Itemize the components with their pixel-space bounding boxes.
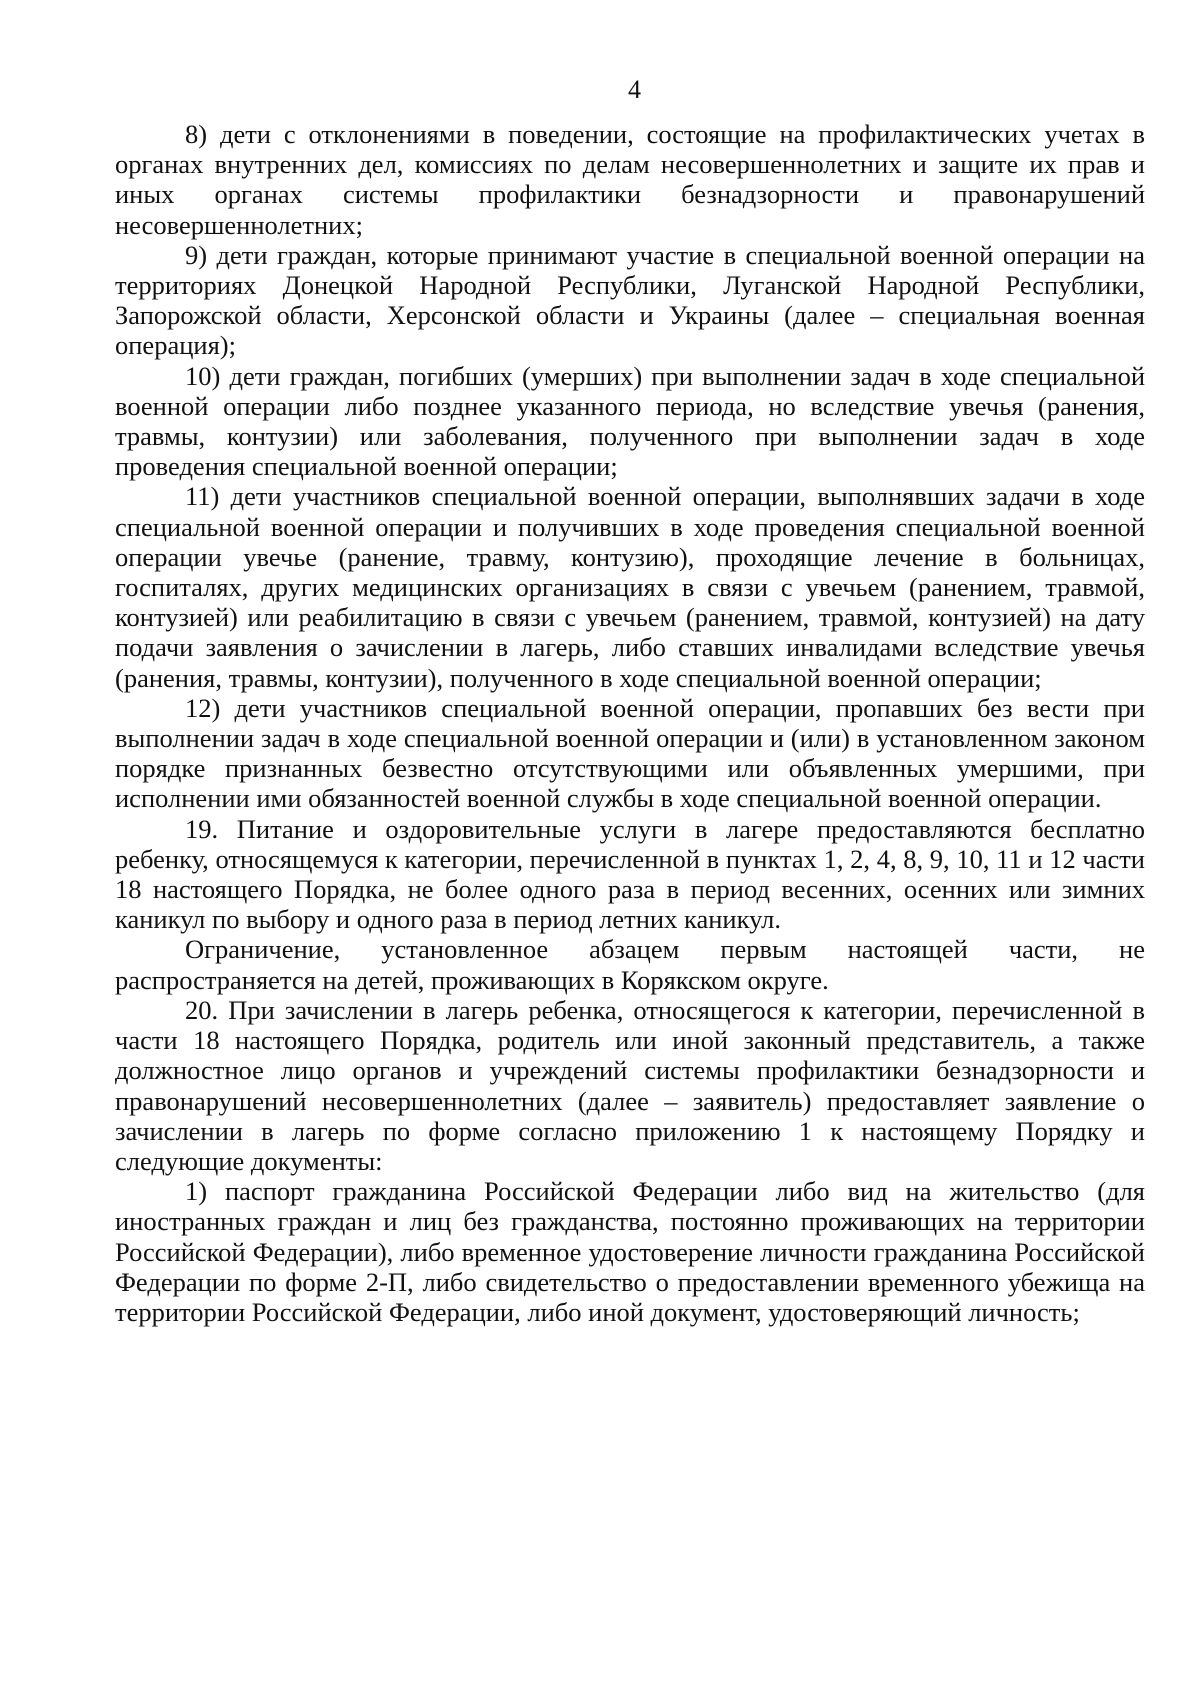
paragraph-part-20-item-1: 1) паспорт гражданина Российской Федерации либо вид на жительство (для иностранных граждан и лиц без гражданства, постоянно проживающих на территории Российской Федерации), либо временное удостоверение личности гражданина Российской Федерации по форме 2-П, либо свидетельство о предоставлении временного убежища на территории Российской Федерации, либо иной документ, удостоверяющий личность; (115, 1176, 1145, 1327)
paragraph-item-11: 11) дети участников специальной военной операции, выполнявших задачи в ходе специальной военной операции и получивших в ходе проведения специальной военной операции увечье (ранение, травму, контузию), проходящие лечение в больницах, госпиталях, других медицинских организациях в связи с увечьем (ранением, травмой, контузией) или реабилитацию в связи с увечьем (ранением, травмой, контузией) на дату подачи заявления о зачислении в лагерь, либо ставших инвалидами вследствие увечья (ранения, травмы, контузии), полученного в ходе специальной военной операции; (115, 481, 1145, 693)
paragraph-item-8: 8) дети с отклонениями в поведении, состоящие на профилактических учетах в органах внутренних дел, комиссиях по делам несовершеннолетних и защите их прав и иных органах системы профилактики безнадзорности и правонарушений несовершеннолетних; (115, 119, 1145, 240)
paragraph-part-20: 20. При зачислении в лагерь ребенка, относящегося к категории, перечисленной в части 18 настоящего Порядка, родитель или иной законный представитель, а также должностное лицо органов и учреждений системы профилактики безнадзорности и правонарушений несовершеннолетних (далее – заявитель) предоставляет заявление о зачислении в лагерь по форме согласно приложению 1 к настоящему Порядку и следующие документы: (115, 994, 1145, 1176)
paragraph-item-10: 10) дети граждан, погибших (умерших) при выполнении задач в ходе специальной военной операции либо позднее указанного периода, но вследствие увечья (ранения, травмы, контузии) или заболевания, полученного при выполнении задач в ходе проведения специальной военной операции; (115, 360, 1145, 482)
paragraph-part-19: 19. Питание и оздоровительные услуги в лагере предоставляются бесплатно ребенку, относящемуся к категории, перечисленной в пунктах 1, 2, 4, 8, 9, 10, 11 и 12 части 18 настоящего Порядка, не более одного раза в период весенних, осенних или зимних каникул по выбору и одного раза в период летних каникул. (115, 813, 1145, 935)
document-body (115, 119, 1145, 1327)
paragraph-item-9: 9) дети граждан, которые принимают участие в специальной военной операции на территориях Донецкой Народной Республики, Луганской Народной Республики, Запорожской области, Херсонской области и Украины (далее – специальная военная операция); (115, 239, 1145, 361)
paragraph-part-19-limitation: Ограничение, установленное абзацем первым настоящей части, не распространяется на детей, проживающих в Корякском округе. (115, 934, 1145, 995)
paragraph-item-12: 12) дети участников специальной военной операции, пропавших без вести при выполнении задач в ходе специальной военной операции и (или) в установленном законом порядке признанных безвестно отсутствующими или объявленных умершими, при исполнении ими обязанностей военной службы в ходе специальной военной операции. (115, 692, 1145, 814)
page-number: 4 (628, 75, 641, 104)
